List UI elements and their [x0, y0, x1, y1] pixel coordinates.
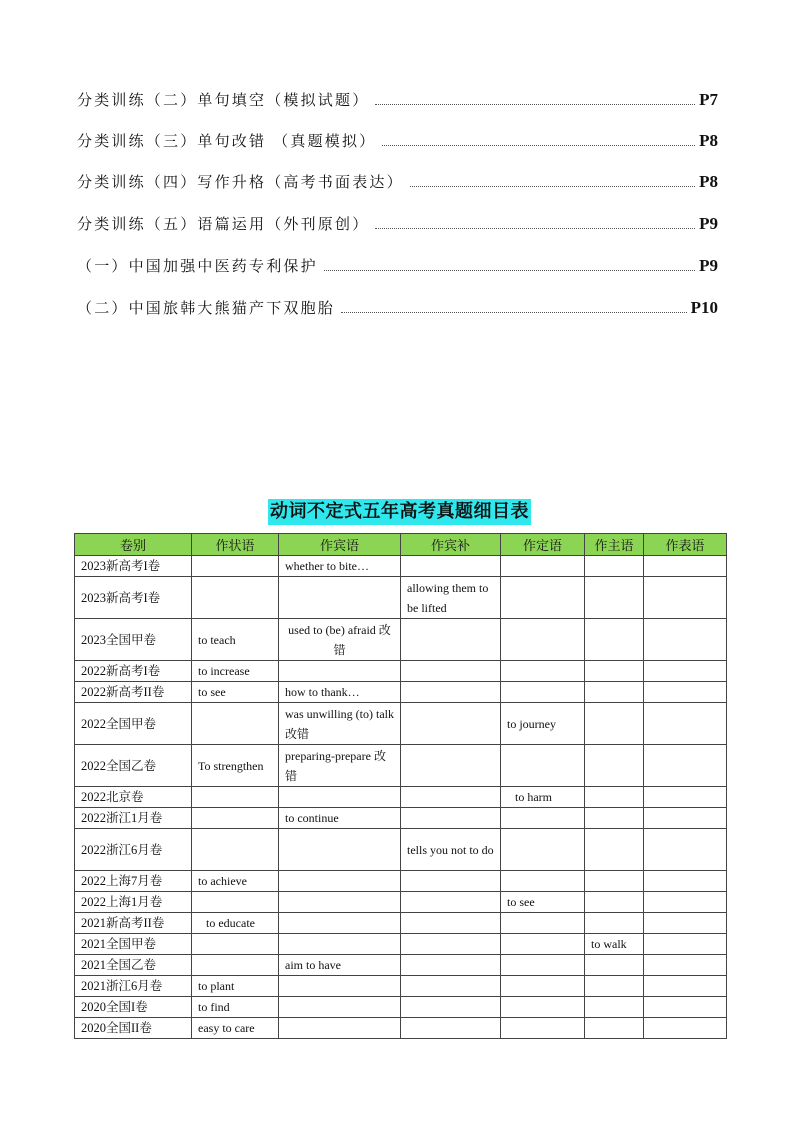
cell-paper: 2022上海7月卷 — [75, 871, 192, 892]
table-row — [75, 787, 727, 808]
cell-subject — [585, 1018, 644, 1039]
cell-subject — [585, 619, 644, 661]
cell-adverbial: to teach — [192, 619, 279, 661]
table-row — [75, 997, 727, 1018]
cell-attribute: to journey — [501, 703, 585, 745]
cell-adverbial — [192, 829, 279, 871]
cell-subject — [585, 661, 644, 682]
cell-paper: 2022新高考I卷 — [75, 661, 192, 682]
cell-object — [279, 913, 401, 934]
cell-object-complement — [401, 682, 501, 703]
toc-entry-page: P9 — [699, 214, 718, 233]
cell-object-complement — [401, 1018, 501, 1039]
cell-adverbial: easy to care — [192, 1018, 279, 1039]
table-row — [75, 892, 727, 913]
cell-object-complement — [401, 661, 501, 682]
cell-object-complement — [401, 913, 501, 934]
cell-predicative — [644, 1018, 727, 1039]
cell-attribute: to see — [501, 892, 585, 913]
cell-object-complement — [401, 787, 501, 808]
toc-entry-title: 分类训练（四）写作升格（高考书面表达） — [77, 173, 404, 191]
cell-predicative — [644, 871, 727, 892]
table-row — [75, 871, 727, 892]
cell-attribute: to harm — [501, 787, 585, 808]
cell-subject — [585, 829, 644, 871]
cell-predicative — [644, 556, 727, 577]
cell-object-complement — [401, 619, 501, 661]
cell-adverbial — [192, 787, 279, 808]
table-row — [75, 1018, 727, 1039]
cell-predicative — [644, 913, 727, 934]
cell-subject — [585, 913, 644, 934]
header-paper: 卷别 — [75, 534, 192, 556]
cell-adverbial — [192, 892, 279, 913]
cell-attribute — [501, 871, 585, 892]
cell-subject — [585, 976, 644, 997]
cell-object: whether to bite… — [279, 556, 401, 577]
cell-paper: 2022浙江1月卷 — [75, 808, 192, 829]
cell-adverbial — [192, 577, 279, 619]
toc-leader-dots — [341, 311, 687, 313]
cell-object-complement — [401, 871, 501, 892]
cell-attribute — [501, 808, 585, 829]
cell-subject — [585, 682, 644, 703]
toc-entry[interactable] — [77, 210, 718, 234]
cell-paper: 2022上海1月卷 — [75, 892, 192, 913]
cell-paper: 2020全国II卷 — [75, 1018, 192, 1039]
cell-paper: 2021浙江6月卷 — [75, 976, 192, 997]
cell-paper: 2021全国乙卷 — [75, 955, 192, 976]
header-adverbial: 作状语 — [192, 534, 279, 556]
cell-attribute — [501, 745, 585, 787]
table-row — [75, 955, 727, 976]
cell-attribute — [501, 955, 585, 976]
header-object: 作宾语 — [279, 534, 401, 556]
cell-paper: 2022浙江6月卷 — [75, 829, 192, 871]
toc-entry-page: P8 — [699, 172, 718, 191]
cell-adverbial: to educate — [192, 913, 279, 934]
cell-predicative — [644, 955, 727, 976]
toc-entry-title: （一）中国加强中医药专利保护 — [77, 257, 318, 275]
cell-object — [279, 997, 401, 1018]
toc-entry-page: P7 — [699, 90, 718, 109]
cell-attribute — [501, 913, 585, 934]
exam-detail-table — [74, 533, 727, 1039]
cell-predicative — [644, 808, 727, 829]
cell-object-complement — [401, 892, 501, 913]
header-subject: 作主语 — [585, 534, 644, 556]
cell-attribute — [501, 976, 585, 997]
cell-predicative — [644, 997, 727, 1018]
cell-object: aim to have — [279, 955, 401, 976]
cell-adverbial: to achieve — [192, 871, 279, 892]
cell-object-complement — [401, 934, 501, 955]
table-row — [75, 577, 727, 619]
cell-paper: 2021全国甲卷 — [75, 934, 192, 955]
cell-object — [279, 871, 401, 892]
cell-predicative — [644, 892, 727, 913]
cell-object: to continue — [279, 808, 401, 829]
cell-predicative — [644, 745, 727, 787]
cell-adverbial — [192, 955, 279, 976]
table-row — [75, 976, 727, 997]
cell-adverbial: to plant — [192, 976, 279, 997]
toc-entry[interactable] — [77, 168, 718, 192]
table-row — [75, 934, 727, 955]
table-row — [75, 703, 727, 745]
cell-adverbial: to see — [192, 682, 279, 703]
cell-object-complement — [401, 808, 501, 829]
cell-object-complement — [401, 976, 501, 997]
cell-object-complement — [401, 556, 501, 577]
cell-adverbial — [192, 808, 279, 829]
cell-object: used to (be) afraid 改错 — [279, 619, 401, 661]
cell-predicative — [644, 703, 727, 745]
cell-adverbial: to increase — [192, 661, 279, 682]
cell-object: preparing-prepare 改错 — [279, 745, 401, 787]
toc-leader-dots — [375, 227, 695, 229]
toc-entry-title: 分类训练（五）语篇运用（外刊原创） — [77, 215, 370, 233]
cell-attribute — [501, 556, 585, 577]
toc-entry-title: 分类训练（二）单句填空（模拟试题） — [77, 91, 370, 109]
cell-paper: 2023全国甲卷 — [75, 619, 192, 661]
cell-attribute — [501, 1018, 585, 1039]
table-row — [75, 682, 727, 703]
cell-object — [279, 661, 401, 682]
cell-object: how to thank… — [279, 682, 401, 703]
cell-subject — [585, 556, 644, 577]
cell-subject: to walk — [585, 934, 644, 955]
cell-adverbial: To strengthen — [192, 745, 279, 787]
cell-predicative — [644, 787, 727, 808]
toc-entry[interactable] — [77, 252, 718, 276]
cell-object-complement — [401, 703, 501, 745]
cell-object — [279, 934, 401, 955]
cell-adverbial — [192, 556, 279, 577]
cell-object-complement — [401, 745, 501, 787]
cell-paper: 2022全国甲卷 — [75, 703, 192, 745]
cell-subject — [585, 955, 644, 976]
cell-object — [279, 787, 401, 808]
header-object-complement: 作宾补 — [401, 534, 501, 556]
toc-leader-dots — [382, 144, 695, 146]
cell-paper: 2022全国乙卷 — [75, 745, 192, 787]
table-row — [75, 619, 727, 661]
cell-subject — [585, 808, 644, 829]
table-row — [75, 556, 727, 577]
table-row — [75, 808, 727, 829]
cell-subject — [585, 703, 644, 745]
cell-object: was unwilling (to) talk 改错 — [279, 703, 401, 745]
toc-entry-title: （二）中国旅韩大熊猫产下双胞胎 — [77, 299, 336, 317]
cell-object-complement — [401, 997, 501, 1018]
cell-attribute — [501, 829, 585, 871]
cell-paper: 2020全国I卷 — [75, 997, 192, 1018]
cell-object — [279, 1018, 401, 1039]
cell-object-complement: tells you not to do — [401, 829, 501, 871]
cell-object — [279, 577, 401, 619]
cell-paper: 2023新高考I卷 — [75, 556, 192, 577]
cell-object-complement — [401, 955, 501, 976]
cell-paper: 2022新高考II卷 — [75, 682, 192, 703]
toc-entry[interactable] — [77, 127, 718, 151]
cell-adverbial — [192, 703, 279, 745]
table-row — [75, 913, 727, 934]
cell-object — [279, 829, 401, 871]
toc-entry-title: 分类训练（三）单句改错 （真题模拟） — [77, 132, 377, 150]
cell-predicative — [644, 682, 727, 703]
cell-adverbial — [192, 934, 279, 955]
cell-adverbial: to find — [192, 997, 279, 1018]
cell-attribute — [501, 997, 585, 1018]
cell-subject — [585, 892, 644, 913]
cell-subject — [585, 787, 644, 808]
cell-object — [279, 976, 401, 997]
cell-attribute — [501, 682, 585, 703]
cell-subject — [585, 577, 644, 619]
header-attribute: 作定语 — [501, 534, 585, 556]
table-row — [75, 829, 727, 871]
table-header-row — [75, 534, 727, 556]
toc-entry-page: P10 — [690, 298, 718, 317]
toc-leader-dots — [375, 103, 695, 105]
table-row — [75, 745, 727, 787]
table-row — [75, 661, 727, 682]
toc-entry-page: P9 — [699, 256, 718, 275]
toc-leader-dots — [324, 269, 695, 271]
cell-attribute — [501, 661, 585, 682]
cell-subject — [585, 871, 644, 892]
cell-attribute — [501, 577, 585, 619]
cell-object — [279, 892, 401, 913]
cell-attribute — [501, 934, 585, 955]
cell-subject — [585, 745, 644, 787]
table-title: 动词不定式五年高考真题细目表 — [268, 499, 531, 525]
table-body — [75, 556, 727, 1039]
cell-predicative — [644, 934, 727, 955]
cell-predicative — [644, 577, 727, 619]
cell-predicative — [644, 976, 727, 997]
cell-predicative — [644, 661, 727, 682]
cell-paper: 2023新高考I卷 — [75, 577, 192, 619]
cell-attribute — [501, 619, 585, 661]
cell-subject — [585, 997, 644, 1018]
cell-predicative — [644, 829, 727, 871]
toc-leader-dots — [410, 185, 695, 187]
cell-paper: 2021新高考II卷 — [75, 913, 192, 934]
cell-object-complement: allowing them to be lifted — [401, 577, 501, 619]
toc-entry[interactable] — [77, 294, 718, 318]
cell-paper: 2022北京卷 — [75, 787, 192, 808]
header-predicative: 作表语 — [644, 534, 727, 556]
toc-entry[interactable] — [77, 86, 718, 110]
cell-predicative — [644, 619, 727, 661]
toc-entry-page: P8 — [699, 131, 718, 150]
